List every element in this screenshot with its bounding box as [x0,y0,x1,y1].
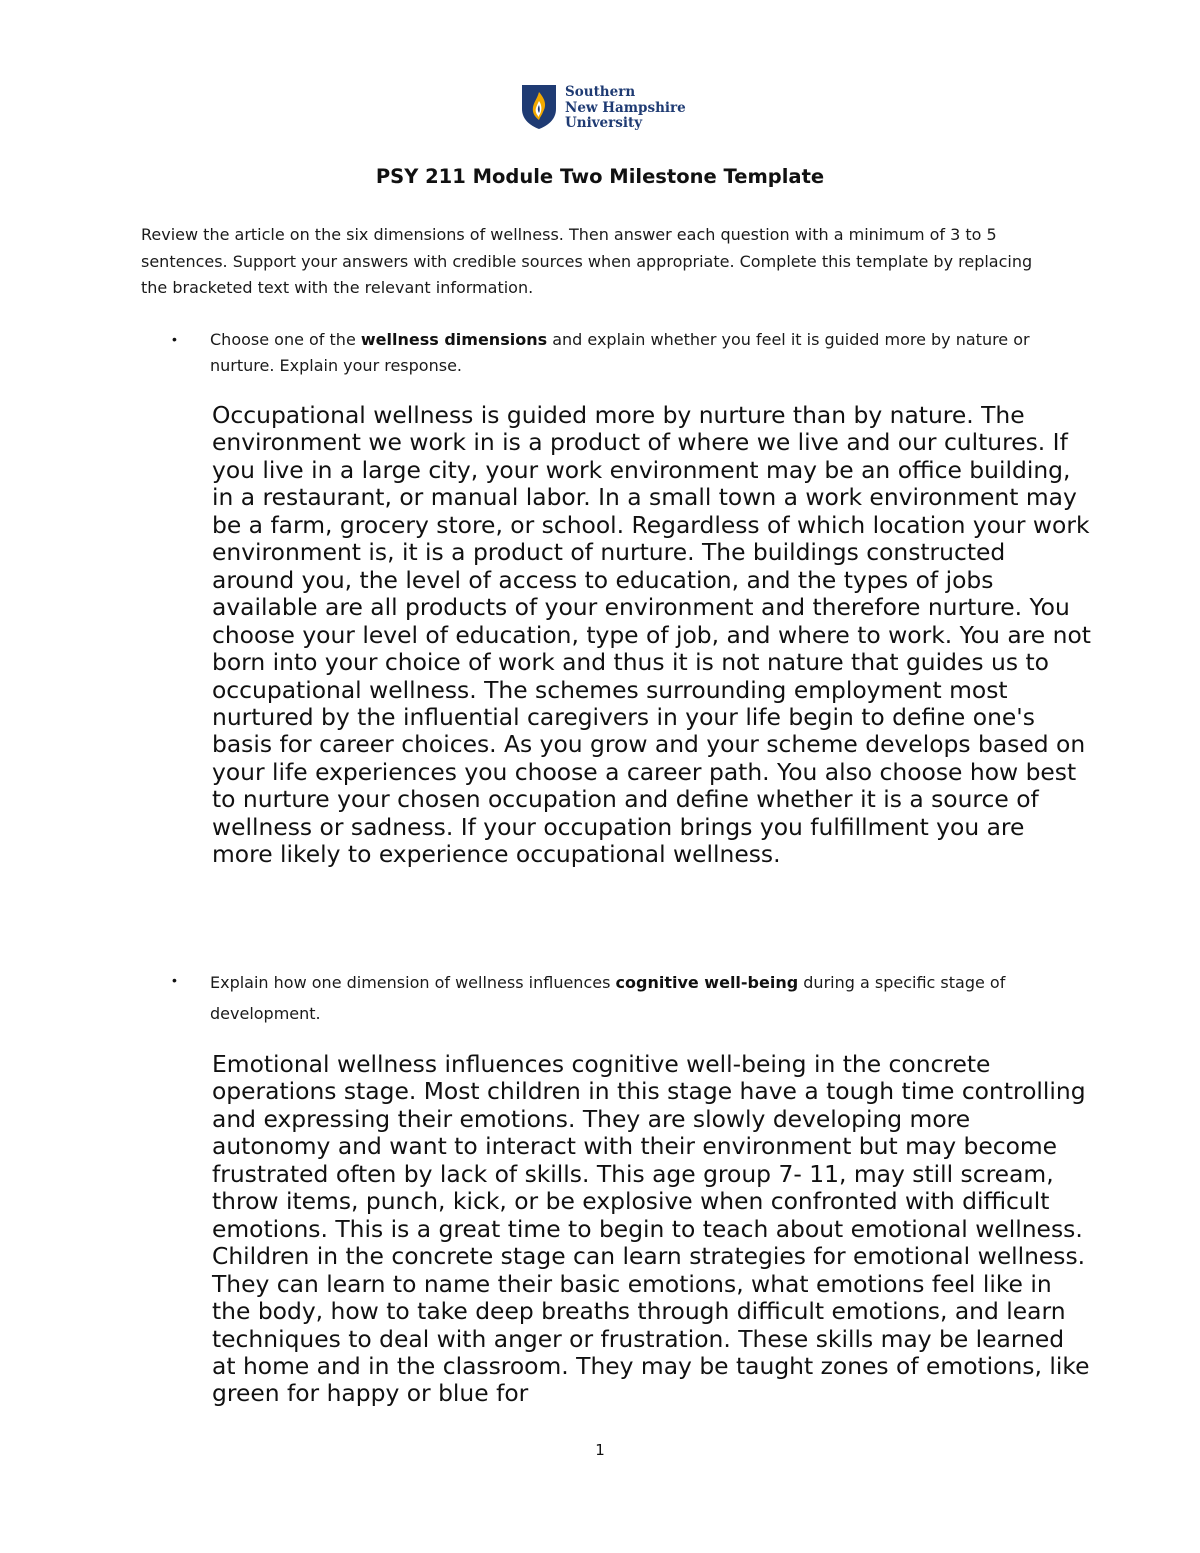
question-2-text-after: during a specific stage of development. [210,973,1006,1023]
question-2-text-before: Explain how one dimension of wellness influences [210,973,616,992]
question-1-text-after: and explain whether you feel it is guided more by nature or nurture. Explain your response. [210,330,1030,375]
bullet-icon: • [172,331,177,347]
logo-line-2: New Hampshire [565,99,686,116]
instructions-paragraph: Review the article on the six dimensions of wellness. Then answer each question with a minimum of 3 to 5 sentences. Support your answers with credible sources when appropriate. Complete this template by replacing the bracketed text with the relevant information. [141,225,1033,297]
question-2 [210,967,1080,1029]
snhu-logo [521,84,686,132]
question-1-text-before: Choose one of the [210,330,361,349]
logo-wordmark [565,85,686,132]
question-1 [210,327,1080,379]
page-number: 1 [595,1441,605,1459]
question-1-bold-term: wellness dimensions [360,330,548,349]
document-title: PSY 211 Module Two Milestone Template [375,165,825,188]
answer-2: Emotional wellness influences cognitive well-being in the concrete operations stage. Most children in this stage have a tough time controlling and expressing their emotions. They are slowly developing more autonomy and want to interact with their environment but may become frustrated often by lack of skills. This age group 7- 11, may still scream, throw items, punch, kick, or be explosive when confronted with difficult emotions. This is a great time to begin to teach about emotional wellness. Children in the concrete stage can learn strategies for emotional wellness. They can learn to name their basic emotions, what emotions feel like in the body, how to take deep breaths through difficult emotions, and learn techniques to deal with anger or frustration. These skills may be learned at home and in the classroom. They may be taught zones of emotions, like green for happy or blue for [212,1050,1090,1408]
shield-flame-icon [521,84,557,130]
question-2-bold-term: cognitive well-being [615,973,799,992]
bullet-icon: • [172,972,177,988]
answer-1: Occupational wellness is guided more by nurture than by nature. The environment we work in is a product of where we live and our cultures. If you live in a large city, your work environment may be an office building, in a restaurant, or manual labor. In a small town a work environment may be a farm, grocery store, or school. Regardless of which location your work environment is, it is a product of nurture. The buildings constructed around you, the level of access to education, and the types of jobs available are all products of your environment and therefore nurture. You choose your level of education, type of job, and where to work. You are not born into your choice of work and thus it is not nature that guides us to occupational wellness. The schemes surrounding employment most nurtured by the influential caregivers in your life begin to define one's basis for career choices. As you grow and your scheme develops based on your life experiences you choose a career path. You also choose how best to nurture your chosen occupation and define whether it is a source of wellness or sadness. If your occupation brings you fulfillment you are more likely to experience occupational wellness. [212,401,1091,869]
logo-line-3: University [565,115,643,131]
logo-line-1: Southern [565,84,636,100]
